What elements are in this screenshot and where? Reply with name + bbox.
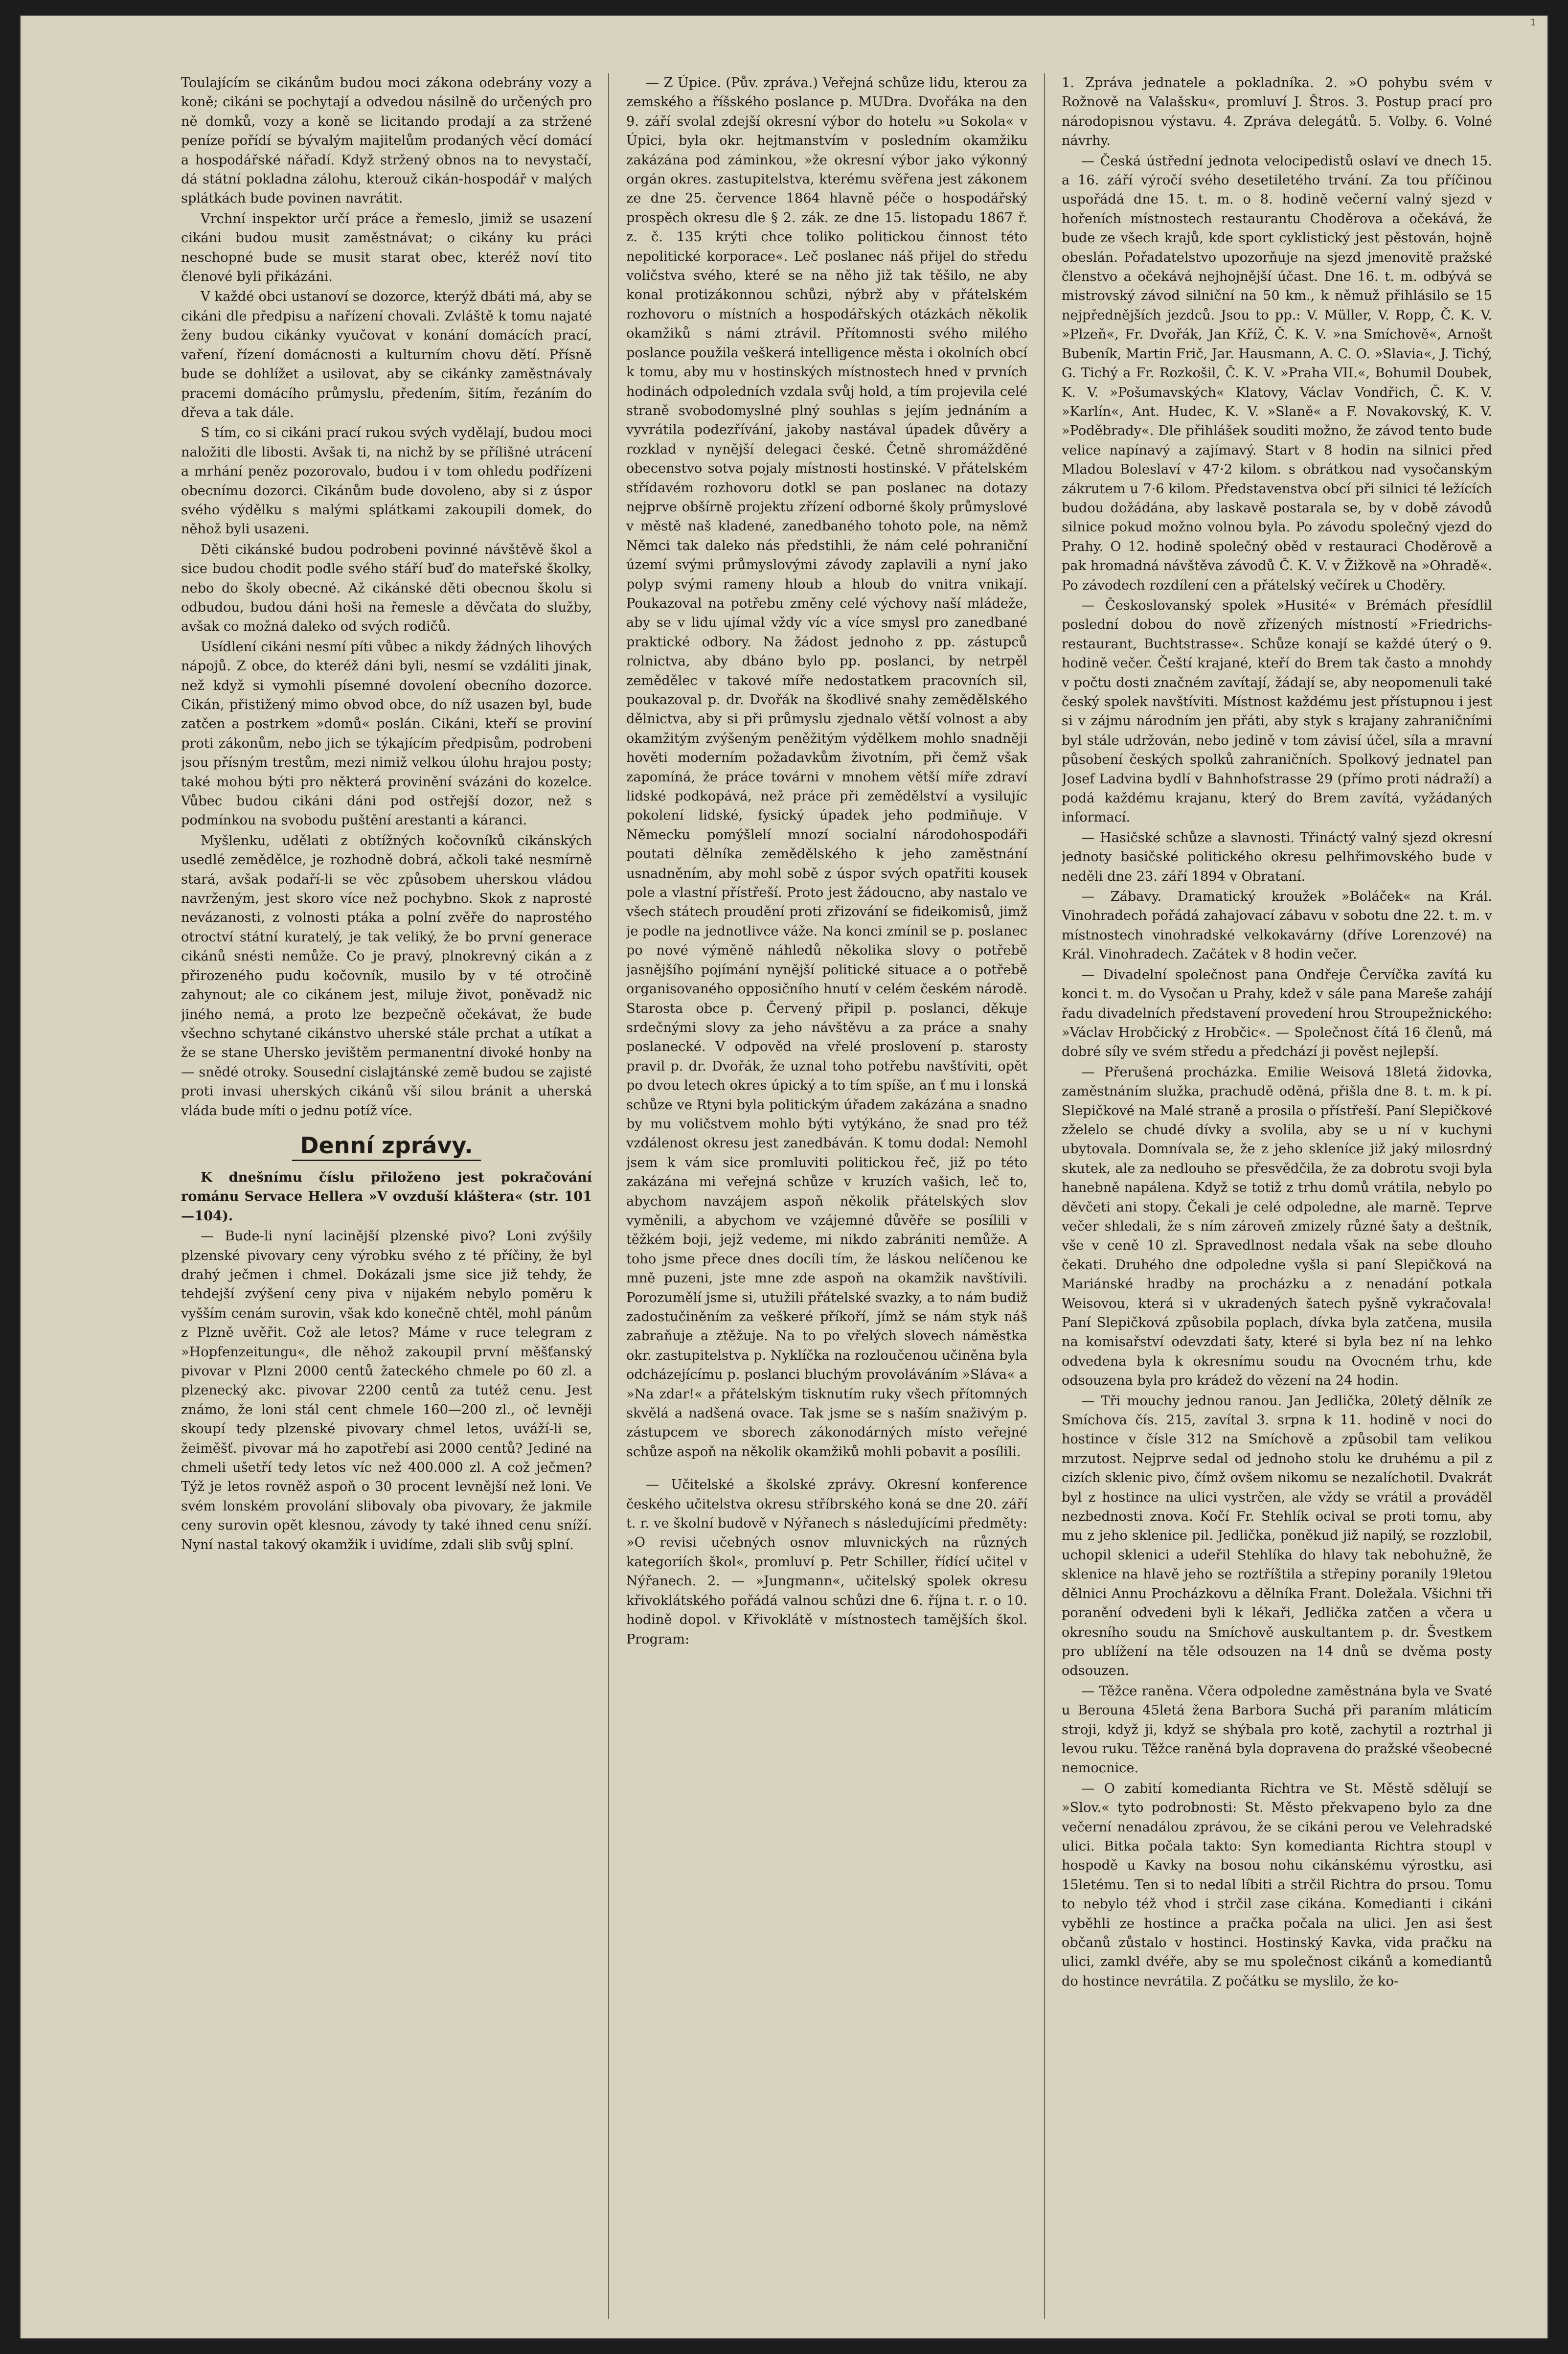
news-item: — Těžce raněna. Včera odpoledne zaměstnána byla ve Svaté u Berouna 45letá žena Barbora Suchá při paraním mláticím stroji, když ji, když se shýbala pro kotě, zachytil a roztrhal ji levou ruku. Těžce raněná byla dopravena do pražské všeobecné nemocnice.: [1062, 1683, 1492, 1776]
news-item: — Zábavy. Dramatický kroužek »Boláček« na Král. Vinohradech pořádá zahajovací zábavu v sobotu dne 22. t. m. v místnostech vinohradské velkokavárny (dříve Lorenzové) na Král. Vinohradech. Začátek v 8 hodin večer.: [1062, 889, 1492, 962]
news-item: — Bude-li nyní lacinější plzenské pivo? Loni zvýšily plzenské pivovary ceny výrobku svého z té příčiny, že byl drahý ječmen i chmel. Dokázali jsme sice již tehdy, že tehdejší zvýšení ceny piva v nijakém nebylo poměru k vyšším cenám surovin, však kdo konečně chtěl, mohl pánům z Plzně uvěřit. Což ale letos? Máme v ruce telegram z »Hopfenzeitungu«, dle něhož zakoupil první měšťanský pivovar v Plzni 2000 centů žateckého chmele po 60 zl. a plzenecký akc. pivovar 2200 centů za tutéž cenu. Jest známo, že loni stál cent chmele 160—200 zl., oč levněji skoupí tedy plzenské pivovary chmel letos, uváží-li se, žeiměšť. pivovar má ho zapotřebí asi 2000 centů? Jediné na chmeli ušetří tedy letos víc než 400.000 zl. A což ječmen? Týž je letos rovněž aspoň o 30 procent levnější než loni. Ve svém lonském provolání slibovaly oba pivovary, že jakmile ceny surovin opět klesnou, závody ty také ihned cenu sníží. Nyní nastal takový okamžik i uvidíme, zdali slib svůj splní.: [181, 1229, 592, 1553]
column-3: [1062, 73, 1492, 2319]
news-item: — Českoslovanský spolek »Husité« v Brémách přesídlil poslední dobou do nově zřízených místností »Friedrichs-restaurant, Buchtstrasse«. Schůze konají se každé úterý o 9. hodině večer. Čeští krajané, kteří do Brem tak často a mnohdy v počtu dosti značném zavítají, žádají se, aby neopomenuli také český spolek navštíviti. Místnost každému jest přístupnou i jest si v zájmu národním jen přáti, aby styk s krajany zahraničními byl stále udržován, nebo jedině v tom závisí účel, síla a mravní působení českých spolků zahraničních. Spolkový jednatel pan Josef Ladvina bydlí v Bahnhofstrasse 29 (přímo proti nádraží) a podá každému krajanu, který do Brem zavítá, vyžádaných informací.: [1062, 597, 1492, 825]
news-item: — Z Úpice. (Pův. zpráva.) Veřejná schůze lidu, kterou za zemského a říšského poslance p. MUDra. Dvořáka na den 9. září svolal zdejší okresní výbor do hotelu »u Sokola« v Úpici, byla okr. hejtmanstvím v posledním okamžiku zakázána pod záminkou, »že okresní výbor jako výkonný orgán okres. zastupitelstva, kterému svěřena jest zákonem ze dne 25. července 1864 hlavně péče o hospodářský prospěch okresu dle § 2. zák. ze dne 15. listopadu 1867 ř. z. č. 135 krýti chce toliko politickou činnost této nepolitické korporace«. Leč poslanec náš přijel do středu voličstva svého, které se na něho již tak těšilo, ne aby konal protizákonnou schůzi, nýbrž aby v přátelském rozhovoru o místních a hospodářských otázkách několik okamžiků s námi ztrávil. Přítomnosti svého milého poslance použila veškerá intelligence města i okolních obcí k tomu, aby mu v hostinských místnostech hned v prvních hodinách odpoledních vzdala svůj hold, a tím projevila celé straně svobodomyslné plný souhlas s jejím jednáním a vyvrátila podezřívání, jakoby nastával úpadek důvěry a rozklad v nynější delegaci české. Četně shromážděné obecenstvo sotva pojaly místnosti hostinské. V přátelském střídavém rozhovoru dotkl se pan poslanec na dotazy nejprve obšírně projektu zřízení odborné školy průmyslové v městě naš kladené, zanedbaného tohoto pole, na němž Němci tak daleko nás předstihli, že nám celé pohraniční území svými průmyslovými závody zaplavili a nyní jako polyp svými rameny hloub a hloub do vnitra vnikají. Poukazoval na potřebu změny celé výchovy naší mládeže, aby se v lidu ujímal vždy víc a více smysl pro zanedbané praktické odbory. Na žádost jednoho z pp. zástupců rolnictva, aby dbáno bylo pp. poslanci, by netrpěl zemědělec v takové míře nedostatkem pracovních sil, poukazoval p. dr. Dvořák na škodlivé snahy zemědělského dělnictva, aby si při průmyslu zjednalo větší volnost a aby okamžitým zvýšeným peněžitým výdělkem mohlo snadněji hověti moderním požadavkům životním, při čemž však zapomíná, že práce továrni v mnohem větší míře zdraví lidské podkopává, než práce při zemědělství a vysilujíc pokolení lidské, fysický úpadek jeho podmiňuje. V Německu pomýšlelí mnozí socialní národohospodáři poutati dělníka zemědělského k jeho zaměstnání usnadněním, aby mohl sobě z úspor svých opatřiti kousek pole a vlastní přístřeší. Proto jest žádoucno, aby nastalo ve všech státech proudění proti zřizování se fideikomisů, jimž je podle na jednotlivce váže. Na konci zmínil se p. poslanec po nové výměně náhledů několika slovy o potřebě jasnějšího pojímání nynější politické situace a o potřebě organisovaného opposičního hnutí v celém českém národě. Starosta obce p. Červený připil p. poslanci, děkuje srdečnými slovy za jeho návštěvu a za práce a snahy poslanecké. V odpověd na vřelé proslovení p. starosty pravil p. dr. Dvořák, že uznal toho potřebu navštíviti, opět po dvou letech okres úpický a to tím spíše, an ť mu i lonská schůze ve Rtyni byla politickým úřadem zakázána a snadno by mu voličstvem mohlo býti vytýkáno, že snad pro též vzdálenost okresu jest zanedbáván. K tomu dodal: Nemohl jsem k vám sice promluviti politickou řeč, již po této zakázána mi veřejná schůze v kruzích vašich, leč to, abychom navzájem aspoň několik přátelských slov vyměnili, a abychom ve vzájemné důvěře se posílili v těžkém boji, jejž vedeme, mi nikdo zabrániti nemůže. A toho jsme přece dnes docíli tím, že láskou nelíčenou ke mně puzeni, jste mne zde aspoň na okamžik navštívili. Porozumělí jsme si, utužili přátelské svazky, a to nám budiž zadostučiněním za veškeré příkoří, jímž se nám styk náš zabraňuje a ztěžuje. Na to po vřelých slovech náměstka okr. zastupitelstva p. Nyklíčka na rozloučenou učiněna byla odcházejícímu p. poslanci bluchým provoláváním »Sláva« a »Na zdar!« a přátelským tisknutím ruky všech přítomných skvělá a nadšená ovace. Tak jsme se s naším snaživým p. zástupcem ve sborech zákonodárných místo veřejné schůze aspoň na několik okamžiků mohli pobavit a posílili.: [626, 75, 1027, 1460]
supplement-notice: K dnešnímu číslu přiloženo jest pokračování románu Servace Hellera »V ovzduší kláštera« (str. 101—104).: [181, 1169, 592, 1224]
article-paragraph: Děti cikánské budou podrobeni povinné návštěvě škol a sice budou chodit podle svého stáří buď do mateřské školky, nebo do školy obecné. Až cikánské děti obecnou školu si odbudou, budou dáni hoši na řemesle a děvčata do služby, avšak co možná daleko od svých rodičů.: [181, 542, 592, 635]
newspaper-page: [20, 15, 1548, 2339]
news-item: — Přerušená procházka. Emilie Weisová 18letá židovka, zaměstnáním služka, prachudě oděná, přišla dne 8. t. m. k pí. Slepičkové na Malé straně a prosila o přístřeší. Paní Slepičkové zželelo se chudé dívky a svolila, aby se u ní v kuchyni ubytovala. Domnívala se, že z jeho skleníce již jaký milosrdný skutek, ale za nedlouho se přesvědčila, že za dobrotu svoji byla hanebně napálena. Když se totiž z trhu domů vrátila, nebylo po děvčeti ani stopy. Čekali je celé odpoledne, ale marně. Teprve večer shledali, že s ním zároveň zmizely různé šaty a deštník, vše v ceně 10 zl. Spravedlnost nedala však na sebe dlouho čekati. Druhého dne odpoledne vyšla si paní Slepičková na Mariánské hradby na procházku a z nenadání potkala Weisovou, která si v ukradených šatech pyšně vykračovala! Paní Slepičková způsobila poplach, dívka byla zatčena, musila na komisařství odevzdati šaty, které si byla bez ní na lehko odvedena byla k okresnímu soudu na Ovocném trhu, kde odsouzena byla pro krádež do vězení na 24 hodin.: [1062, 1064, 1492, 1389]
news-item: — Česká ústřední jednota velocipedistů oslaví ve dnech 15. a 16. září výročí svého desetiletého trvání. Za tou příčinou uspořádá dne 15. t. m. o 8. hodině večerní valný sjezd v hořeních místnostech restaurantu Choděrova a očekává, že bude ze všech krajů, kde sport cyklistický jest pěstován, hojně obeslán. Pořadatelstvo upozorňuje na sjezd jmenovitě pražské členstvo a očekává nejhojnější účast. Dne 16. t. m. odbývá se mistrovský závod silniční na 50 km., k němuž přihlásilo se 15 nejpřednějších jezdců. Jsou to pp.: V. Müller, V. Ropp, Č. K. V. »Plzeň«, Fr. Dvořák, Jan Kříž, Č. K. V. »na Smíchově«, Arnošt Bubeník, Martin Frič, Jar. Hausmann, A. C. O. »Slavia«, J. Tichý, G. Tichý a Fr. Rozkošil, Č. K. V. »Praha VII.«, Bohumil Doubek, K. V. »Pošumavských« Klatovy, Václav Vondřich, Č. K. V. »Karlín«, Ant. Hudec, K. V. »Slaně« a F. Novakovský, K. V. »Poděbrady«. Dle přihlášek souditi možno, že závod tento bude velice napínavý a zajímavý. Start v 8 hodin na silnici před Mladou Boleslaví v 47·2 kilom. s obrátkou nad vysočanským zákrutem u 7·6 kilom. Představenstva obcí při silnici té ležících budou dožádána, aby laskavě postarala se, by v době závodů silnice pokud možno volnou byla. Po závodu společný vjezd do Prahy. O 12. hodině společný oběd v restauraci Choděrově a pak hromadná návštěva závodů Č. K. V. v Žižkově na »Ohradě«. Po závodech rozdílení cen a přátelský večírek u Choděry.: [1062, 153, 1492, 593]
column-divider: [608, 73, 609, 2319]
article-paragraph: Vrchní inspektor určí práce a řemeslo, jimiž se usazení cikáni budou musit zaměstnávat; o cikány ku práci neschopné bude se musit starat obec, kteréž noví tito členové byli přikázáni.: [181, 211, 592, 285]
news-item: — Divadelní společnost pana Ondřeje Červíčka zavítá ku konci t. m. do Vysočan u Prahy, kdež v sále pana Mareše zahájí řadu divadelních představení provedení hrou Stroupežnického: »Václav Hrobčický z Hrobčic«. — Společnost čítá 16 členů, má dobré síly ve svém středu a předchází ji pověst nejlepší.: [1062, 967, 1492, 1060]
news-item: — Učitelské a školské zprávy. Okresní konference českého učitelstva okresu stříbrského koná se dne 20. září t. r. ve školní budově v Nýřanech s následujícími předměty: »O revisi učebných osnov mluvnických na různých kategoriích škol«, promluví p. Petr Schiller, řídící učitel v Nýřanech. 2. — »Jungmann«, učitelský spolek okresu křivoklátského pořádá valnou schůzi dne 6. října t. r. o 10. hodině dopol. v Křivoklátě v místnostech tamějších škol. Program:: [626, 1477, 1027, 1647]
article-paragraph: Usídlení cikáni nesmí píti vůbec a nikdy žádných lihových nápojů. Z obce, do kteréž dáni byli, nesmí se vzdáliti jinak, než když si vymohli písemné dovolení obecního dozorce. Cikán, přistižený mimo obvod obce, do níž usazen byl, bude zatčen a postrkem »domů« poslán. Cikáni, kteří se proviní proti zákonům, nebo jich se týkajícím předpisům, podrobeni jsou přísným trestům, mezi nimiž velkou úlohu hrajou posty; také mohou býti pro některá provinění svázáni do kozelce. Vůbec budou cikáni dáni pod ostřejší dozor, než s podmínkou na svobodu puštění arestanti a káranci.: [181, 639, 592, 828]
article-paragraph: Myšlenku, udělati z obtížných kočovníků cikánských usedlé zemědělce, je rozhodně dobrá, ačkoli také nesmírně stará, avšak podaří-li se věc způsobem uherskou vládou navrženým, jest skoro více než pochybno. Skok z naprosté nevázanosti, z volnosti ptáka a polní zvěře do naprostého otroctví státní kuratelý, je tak veliký, že bo první generace cikánů snésti nemůže. Co je pravý, plnokrevný cikán a z přirozeného pudu kočovník, musilo by v té otročině zahynout; ale co cikánem jest, miluje život, poněvadž nic jiného nemá, a proto lze bezpečně očekávat, že bude všechno schytané cikánstvo uherské stále prchat a utíkat a že se stane Uhersko jevištěm permanentní divoké honby na — snědé otroky. Sousední cislajtánské země budou se zajisté proti invasi uherských cikánů vší silou bránit a uherská vláda bude míti o jednu potíž více.: [181, 833, 592, 1119]
column-divider: [1044, 73, 1045, 2319]
news-item: 1. Zpráva jednatele a pokladníka. 2. »O pohybu svém v Rožnově na Valašsku«, promluví J. Štros. 3. Postup prací pro národopisnou výstavu. 4. Zpráva delegátů. 5. Volby. 6. Volné návrhy.: [1062, 75, 1492, 149]
news-item: — Tři mouchy jednou ranou. Jan Jedlička, 20letý dělník ze Smíchova čís. 215, zavítal 3. srpna k 11. hodině v noci do hostince v čísle 312 na Smíchově a způsobil tam velikou mrzutost. Nejprve sedal od jednoho stolu ke druhému a pil z cizích sklenic pivo, čímž ovšem nikomu se nezalíchotil. Dvakrát byl z hostince na ulici vystrčen, ale vždy se vrátil a prováděl nezbednosti znova. Kočí Fr. Stehlík ocival se proti tomu, aby mu z jeho sklenice pil. Jedlička, poněkud již napilý, se rozzlobil, uchopil sklenici a udeřil Stehlíka do hlavy tak nebohužně, že sklenice na hlavě jeho se roztříštila a střepiny poranily 19letou dělnici Annu Procházkovu a dělníka Frant. Doležala. Všichni tři poranění odvedeni byli k lékaři, Jedlička zatčen a včera u okresního soudu na Smíchově auskultantem p. dr. Švestkem pro ublížení na těle odsouzen na 14 dnů se dvěma posty odsouzen.: [1062, 1393, 1492, 1679]
article-paragraph: S tím, co si cikáni prací rukou svých vydělají, budou moci naložiti dle libosti. Avšak ti, na nichž by se přílišné utrácení a mrhání peněz pozorovalo, budou i v tom ohledu podřízeni obecnímu dozorci. Cikánům bude dovoleno, aby si z úspor svého výdělku s malými splátkami zakoupili domek, do něhož byli usazeni.: [181, 425, 592, 537]
page-number: 1: [1530, 18, 1536, 28]
news-item: — Hasičské schůze a slavnosti. Třináctý valný sjezd okresní jednoty basičské politického okresu pelhřimovského bude v neděli dne 23. září 1894 v Obrataní.: [1062, 830, 1492, 884]
news-item: — O zabití komedianta Richtra ve St. Městě sdělují se »Slov.« tyto podrobnosti: St. Město překvapeno bylo za dne večerní nenadálou zprávou, že se cikáni perou ve Velehradské ulici. Bitka počala takto: Syn komedianta Richtra stoupl v hospodě u Kavky na bosou nohu cikánskému výrostku, asi 15letému. Ten si to nedal líbiti a strčil Richtra do prsou. Tomu to nebylo též vhod i strčil zase cikána. Komedianti i cikáni vyběhli ze hostince a pračka počala na ulici. Jen asi šest občanů zůstalo v hostinci. Hostinský Kavka, vida pračku na ulici, zamkl dvéře, aby se mu společnost cikánů a komediantů do hostince nevrátila. Z počátku se myslilo, že ko-: [1062, 1781, 1492, 1989]
article-paragraph: V každé obci ustanoví se dozorce, kterýž dbáti má, aby se cikáni dle předpisu a nařízení chovali. Zvláště k tomu najaté ženy budou cikánky vyučovat v konání domácích prací, vaření, řízení domácnosti a kulturním chovu dětí. Přísně bude se dohlížet a usilovat, aby se cikánky zaměstnávaly pracemi domácího průmyslu, předením, šitím, řezáním do dřeva a tak dále.: [181, 289, 592, 420]
article-paragraph: Toulajícím se cikánům budou moci zákona odebrány vozy a koně; cikáni se pochytají a odvedou násilně do určených pro ně domků, vozy a koně se licitando prodají a za stržené peníze pořídí se bývalým majitelům prodaných věcí domácí a hospodářské nářadí. Když stržený obnos na to nevystačí, dá státní pokladna zálohu, kterouž cikán-hospodář v malých splátkách bude povinen navrátit.: [181, 75, 592, 206]
spacer: [626, 1463, 1027, 1475]
section-heading: Denní zprávy.: [181, 1131, 592, 1161]
column-2: [626, 73, 1027, 2319]
column-1: [181, 73, 592, 2319]
